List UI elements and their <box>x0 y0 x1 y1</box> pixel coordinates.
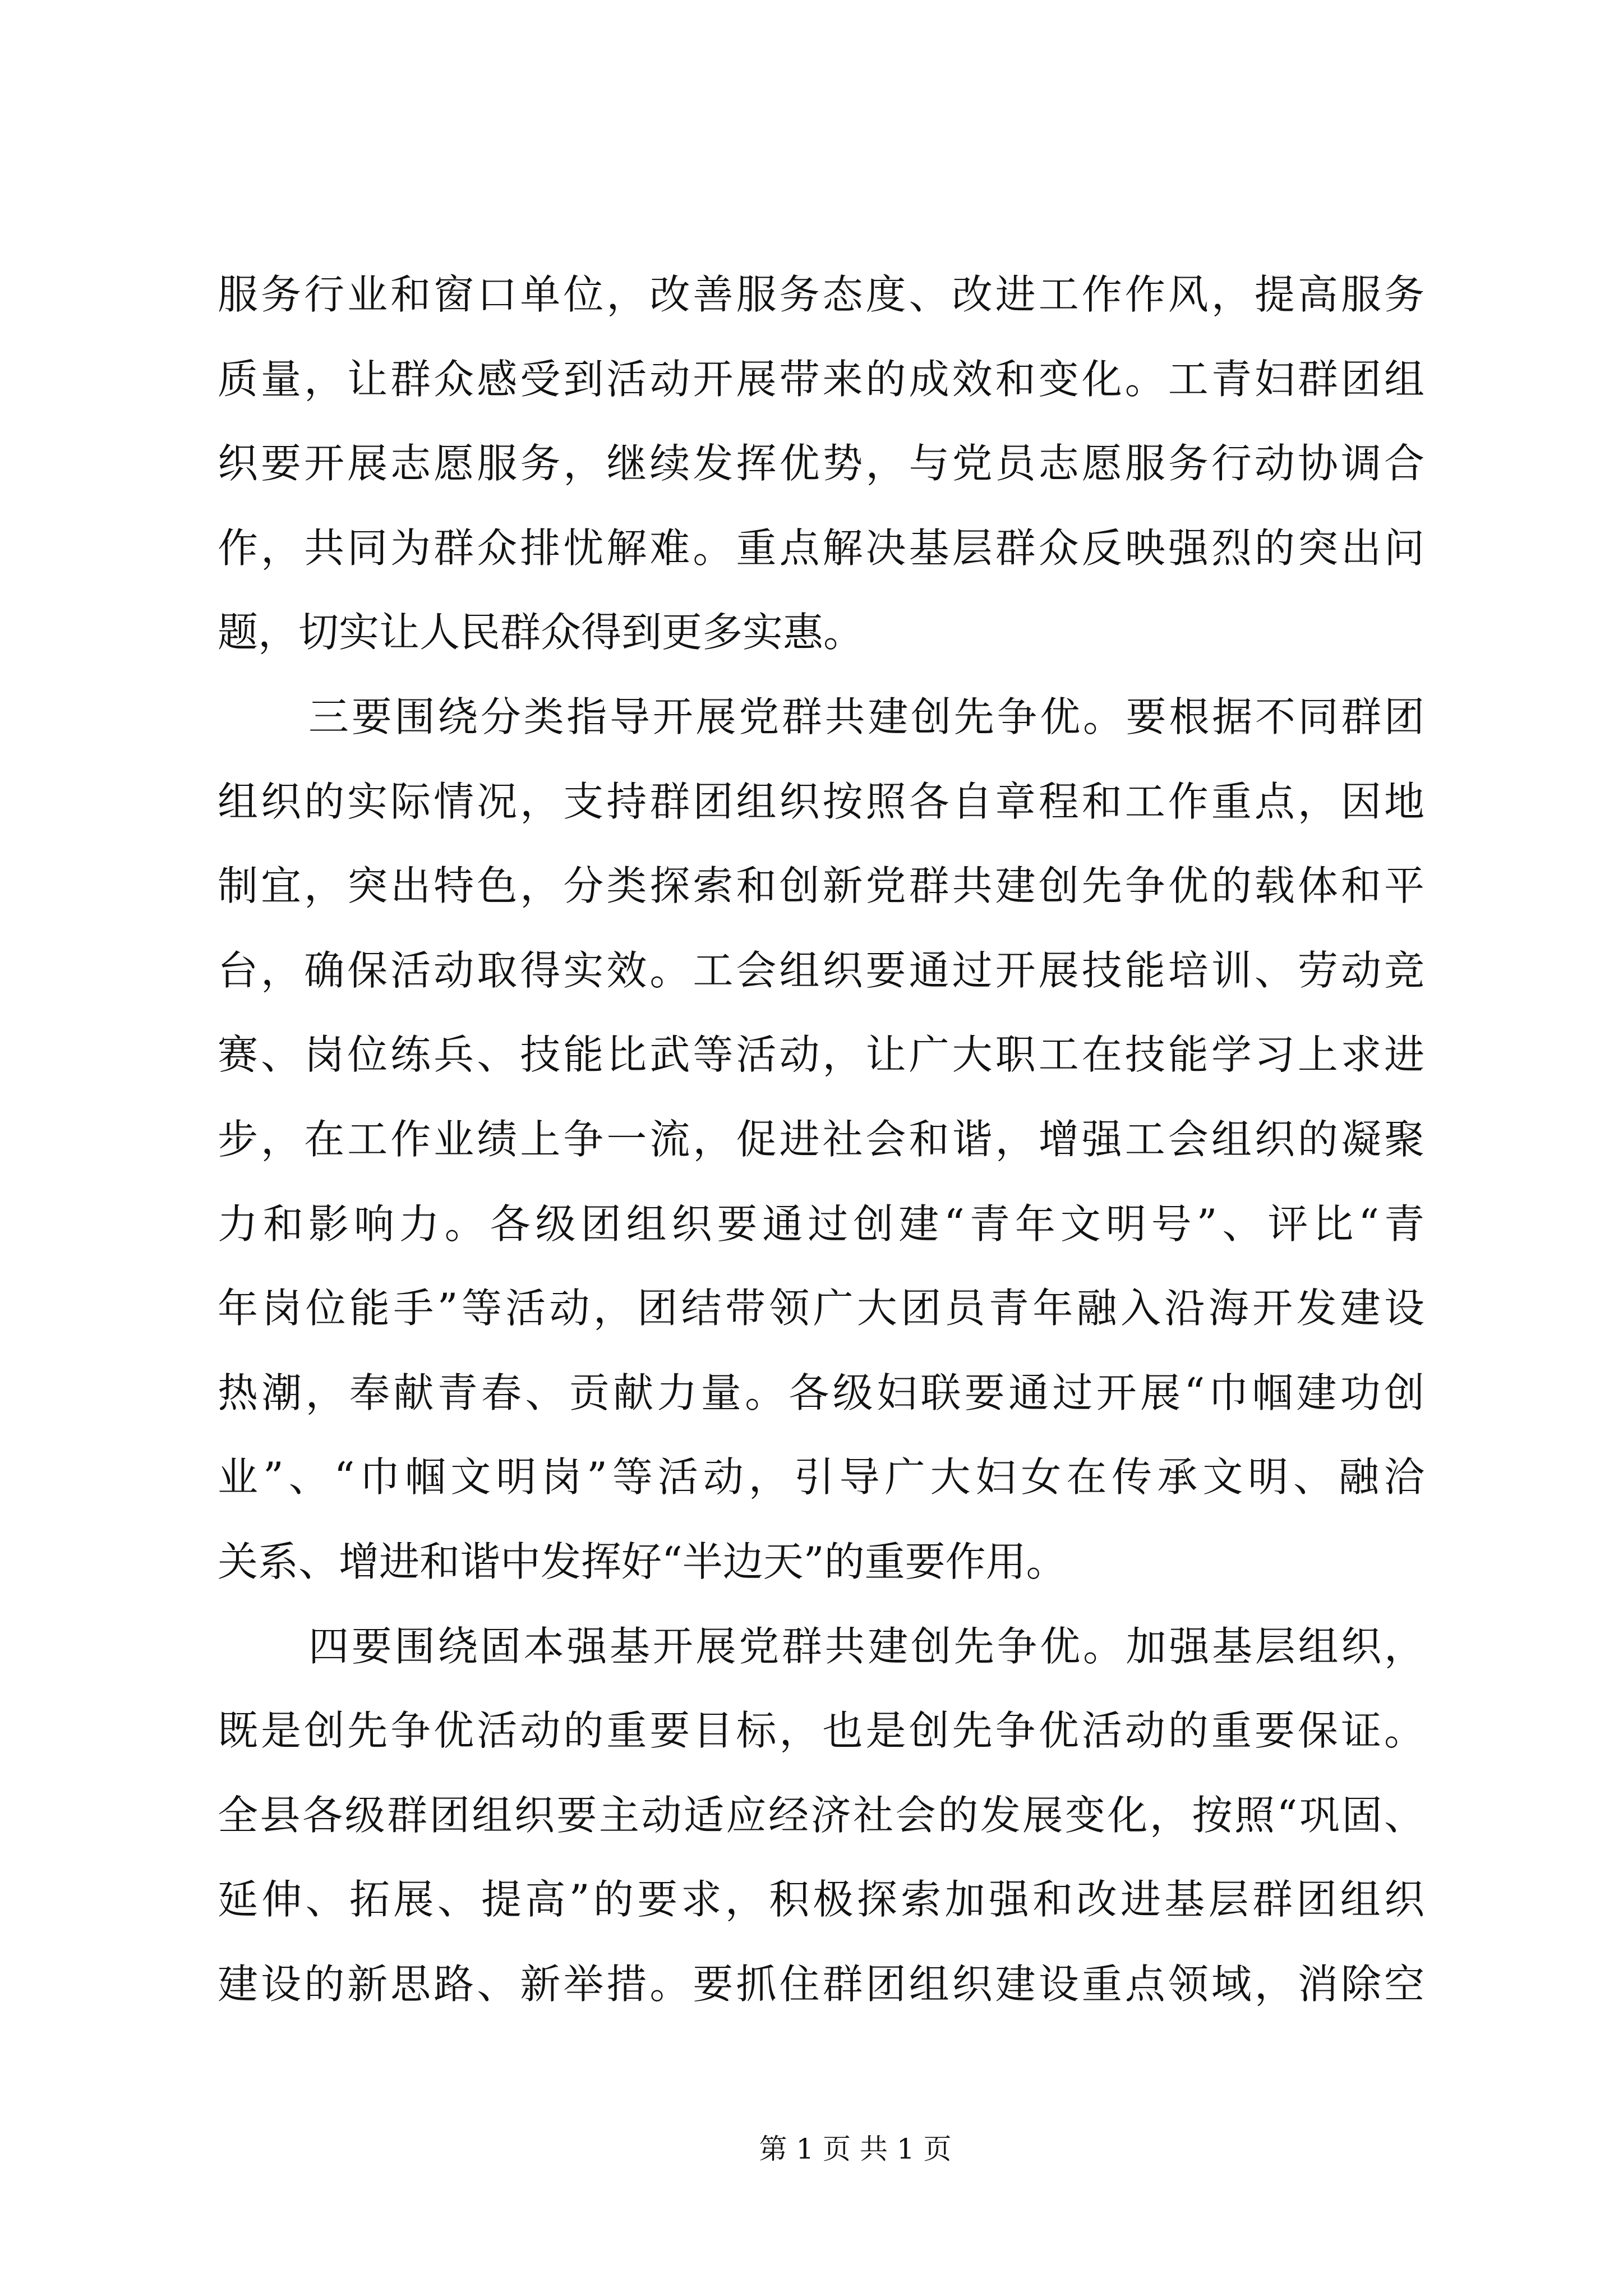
text-line: 织要开展志愿服务，继续发挥优势，与党员志愿服务行动协调合 <box>218 440 1424 487</box>
text-line: 制宜，突出特色，分类探索和创新党群共建创先争优的载体和平 <box>218 862 1424 910</box>
text-line: 四要围绕固本强基开展党群共建创先争优。加强基层组织， <box>308 1622 1424 1670</box>
page-number-footer: 第 1 页 共 1 页 <box>759 2133 952 2165</box>
text-line: 关系、增进和谐中发挥好“半边天”的重要作用。 <box>218 1538 1067 1585</box>
text-line: 建设的新思路、新举措。要抓住群团组织建设重点领域，消除空 <box>218 1960 1424 2008</box>
text-line: 年岗位能手”等活动，团结带领广大团员青年融入沿海开发建设 <box>218 1285 1424 1332</box>
document-body <box>218 252 1424 2026</box>
text-line: 步，在工作业绩上争一流，促进社会和谐，增强工会组织的凝聚 <box>218 1115 1424 1163</box>
text-line: 延伸、拓展、提高”的要求，积极探索加强和改进基层群团组织 <box>218 1876 1424 1924</box>
text-line: 作，共同为群众排忧解难。重点解决基层群众反映强烈的突出问 <box>218 524 1424 572</box>
text-line: 组织的实际情况，支持群团组织按照各自章程和工作重点，因地 <box>218 777 1424 825</box>
text-line: 赛、岗位练兵、技能比武等活动，让广大职工在技能学习上求进 <box>218 1031 1424 1079</box>
paragraph <box>218 1604 1424 2027</box>
paragraph <box>218 675 1424 1604</box>
text-line: 力和影响力。各级团组织要通过创建“青年文明号”、评比“青 <box>218 1200 1424 1248</box>
paragraph <box>218 252 1424 675</box>
text-line: 三要围绕分类指导开展党群共建创先争优。要根据不同群团 <box>308 693 1424 740</box>
text-line: 业”、“巾帼文明岗”等活动，引导广大妇女在传承文明、融洽 <box>218 1453 1424 1501</box>
text-line: 热潮，奉献青春、贡献力量。各级妇联要通过开展“巾帼建功创 <box>218 1369 1424 1416</box>
text-line: 题，切实让人民群众得到更多实惠。 <box>218 609 864 656</box>
text-line: 全县各级群团组织要主动适应经济社会的发展变化，按照“巩固、 <box>218 1791 1424 1839</box>
text-line: 质量，让群众感受到活动开展带来的成效和变化。工青妇群团组 <box>218 355 1424 403</box>
text-line: 台，确保活动取得实效。工会组织要通过开展技能培训、劳动竞 <box>218 946 1424 994</box>
text-line: 既是创先争优活动的重要目标，也是创先争优活动的重要保证。 <box>218 1707 1424 1755</box>
text-line: 服务行业和窗口单位，改善服务态度、改进工作作风，提高服务 <box>218 271 1424 318</box>
